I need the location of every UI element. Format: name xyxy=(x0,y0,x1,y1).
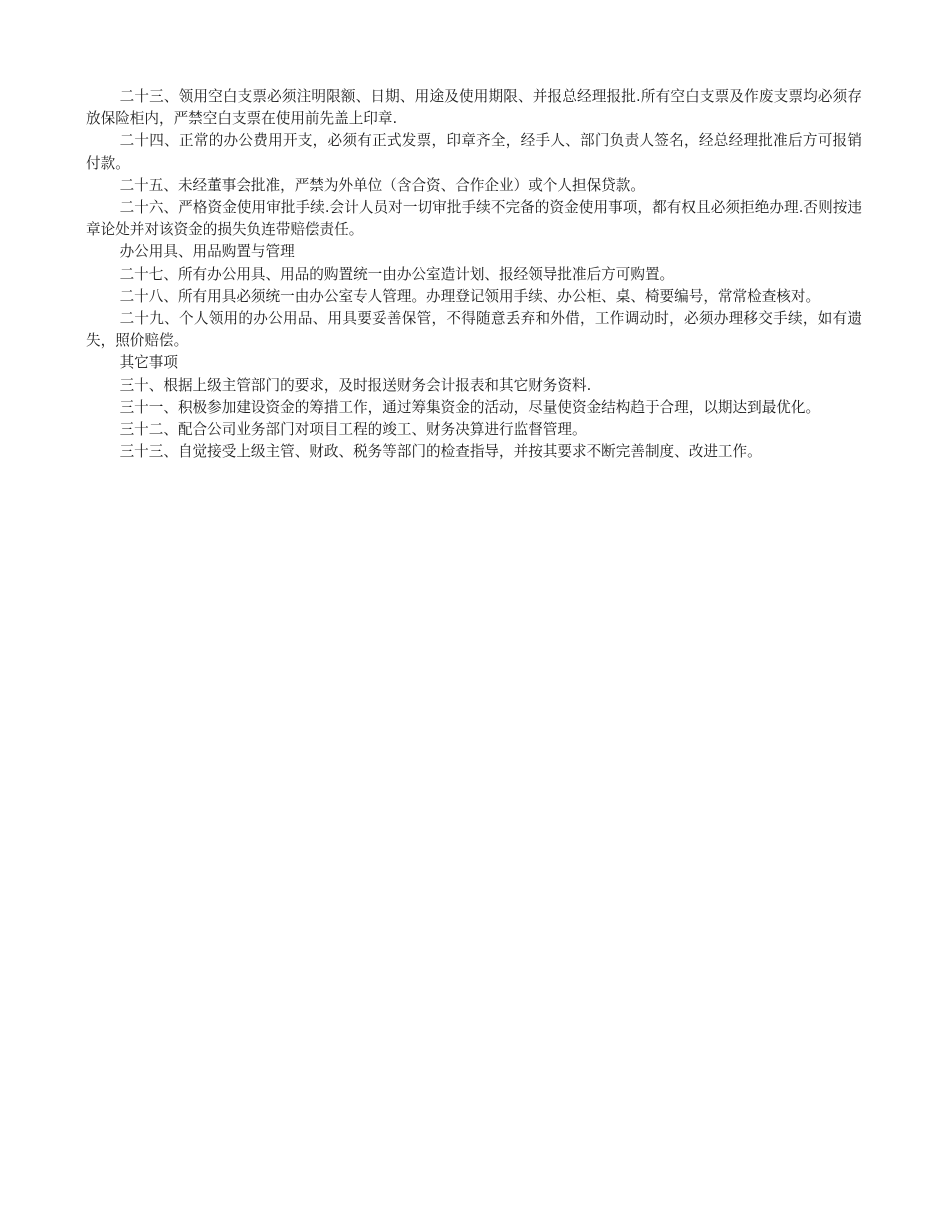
section-heading-office-supplies: 办公用具、用品购置与管理 xyxy=(119,243,295,261)
clause-30: 三十、根据上级主管部门的要求，及时报送财务会计报表和其它财务资料. xyxy=(119,376,592,394)
clause-26: 二十六、严格资金使用审批手续.会计人员对一切审批手续不完备的资金使用事项，都有权且必须拒绝办理.否则按违章论处并对该资金的损失负连带赔偿责任。 xyxy=(86,199,862,239)
clause-25: 二十五、未经董事会批准，严禁为外单位（含合资、合作企业）或个人担保贷款。 xyxy=(119,176,645,194)
clause-32: 三十二、配合公司业务部门对项目工程的竣工、财务决算进行监督管理。 xyxy=(119,421,587,439)
clause-33: 三十三、自觉接受上级主管、财政、税务等部门的检查指导，并按其要求不断完善制度、改进工作。 xyxy=(119,443,762,461)
clause-23: 二十三、领用空白支票必须注明限额、日期、用途及使用期限、并报总经理报批.所有空白支票及作废支票均必须存放保险柜内，严禁空白支票在使用前先盖上印章. xyxy=(86,88,862,128)
clause-31: 三十一、积极参加建设资金的筹措工作，通过筹集资金的活动，尽量使资金结构趋于合理，以期达到最优化。 xyxy=(119,398,821,416)
section-heading-other-matters: 其它事项 xyxy=(119,354,178,372)
clause-28: 二十八、所有用具必须统一由办公室专人管理。办理登记领用手续、办公柜、桌、椅要编号，常常检查核对。 xyxy=(119,287,821,305)
clause-27: 二十七、所有办公用具、用品的购置统一由办公室造计划、报经领导批准后方可购置。 xyxy=(119,265,675,283)
document-page xyxy=(86,86,862,463)
clause-24: 二十四、正常的办公费用开支，必须有正式发票，印章齐全，经手人、部门负责人签名，经总经理批准后方可报销付款。 xyxy=(86,132,862,172)
clause-29: 二十九、个人领用的办公用品、用具要妥善保管，不得随意丢弃和外借，工作调动时，必须办理移交手续，如有遗失，照价赔偿。 xyxy=(86,310,862,350)
